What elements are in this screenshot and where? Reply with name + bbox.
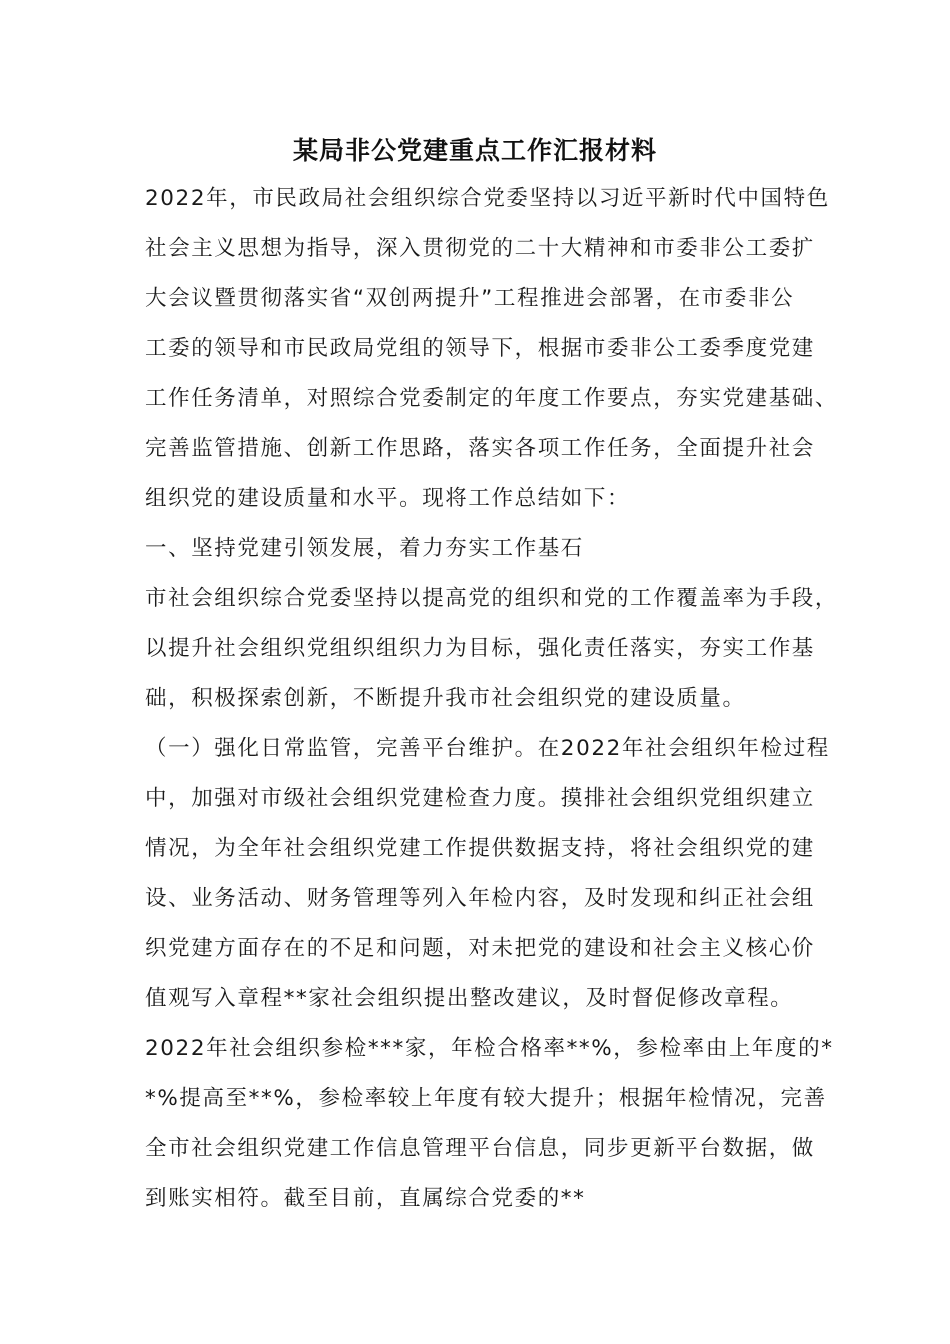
paragraph-line: 2022年，市民政局社会组织综合党委坚持以习近平新时代中国特色: [145, 186, 830, 211]
paragraph-line: 值观写入章程**家社会组织提出整改建议，及时督促修改章程。: [145, 986, 794, 1011]
paragraph-line: 市社会组织综合党委坚持以提高党的组织和党的工作覆盖率为手段，: [145, 586, 839, 611]
paragraph-line: 完善监管措施、创新工作思路，落实各项工作任务，全面提升社会: [145, 436, 815, 461]
paragraph-line: 社会主义思想为指导，深入贯彻党的二十大精神和市委非公工委扩: [145, 236, 815, 261]
paragraph-line: 织党建方面存在的不足和问题，对未把党的建设和社会主义核心价: [145, 936, 815, 961]
paragraph-line: （一）强化日常监管，完善平台维护。在2022年社会组织年检过程: [145, 736, 830, 761]
paragraph-line: 2022年社会组织参检***家，年检合格率**%，参检率由上年度的*: [145, 1036, 834, 1061]
paragraph-line: 大会议暨贯彻落实省“双创两提升”工程推进会部署，在市委非公: [145, 286, 795, 311]
paragraph-line: 工作任务清单，对照综合党委制定的年度工作要点，夯实党建基础、: [145, 386, 839, 411]
paragraph-line: 情况，为全年社会组织党建工作提供数据支持，将社会组织党的建: [145, 836, 815, 861]
paragraph-line: 以提升社会组织党组织组织力为目标，强化责任落实，夯实工作基: [145, 636, 815, 661]
paragraph-line: 全市社会组织党建工作信息管理平台信息，同步更新平台数据，做: [145, 1136, 815, 1161]
section-heading: 一、坚持党建引领发展，着力夯实工作基石: [145, 536, 584, 561]
document-title: 某局非公党建重点工作汇报材料: [292, 136, 657, 165]
paragraph-line: 组织党的建设质量和水平。现将工作总结如下：: [145, 486, 631, 511]
paragraph-line: 工委的领导和市民政局党组的领导下，根据市委非公工委季度党建: [145, 336, 815, 361]
paragraph-line: 到账实相符。截至目前，直属综合党委的**: [145, 1186, 586, 1211]
paragraph-line: 中，加强对市级社会组织党建检查力度。摸排社会组织党组织建立: [145, 786, 815, 811]
paragraph-line: 础，积极探索创新，不断提升我市社会组织党的建设质量。: [145, 686, 746, 711]
paragraph-line: 设、业务活动、财务管理等列入年检内容，及时发现和纠正社会组: [145, 886, 815, 911]
paragraph-line: *%提高至**%，参检率较上年度有较大提升；根据年检情况，完善: [145, 1086, 827, 1111]
